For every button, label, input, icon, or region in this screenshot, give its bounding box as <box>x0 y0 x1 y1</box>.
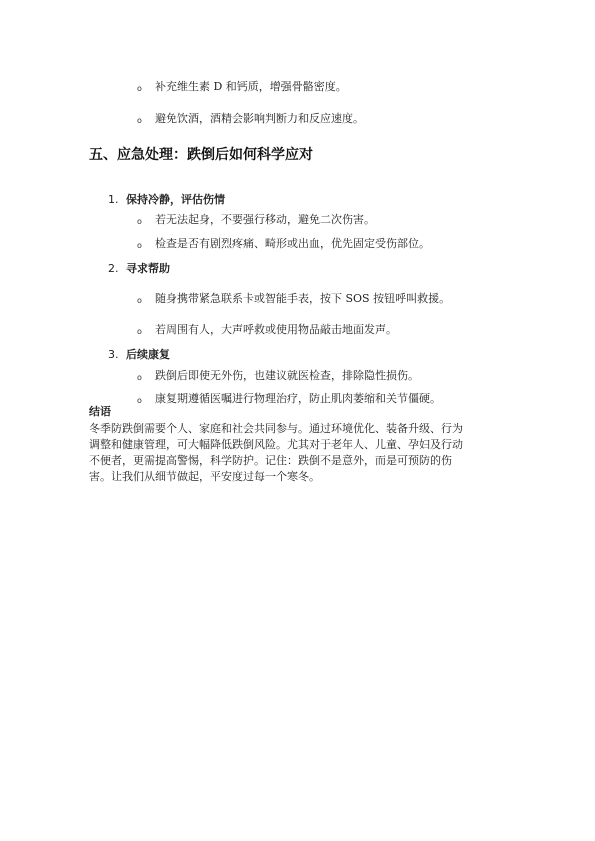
paragraph-line: 不便者，更需提高警惕，科学防护。记住：跌倒不是意外，而是可预防的伤 <box>89 454 452 467</box>
bullet-marker: o <box>137 116 142 125</box>
paragraph-line: 害。让我们从细节做起，平安度过每一个寒冬。 <box>89 470 320 483</box>
bullet-marker: o <box>137 327 142 336</box>
item-title: 寻求帮助 <box>126 262 170 275</box>
conclusion-paragraph <box>89 421 509 485</box>
list-item: 随身携带紧急联系卡或智能手表，按下 SOS 按钮呼叫救援。 <box>155 292 451 305</box>
bullet-marker: o <box>137 217 142 226</box>
item-title: 保持冷静，评估伤情 <box>126 193 225 206</box>
list-number: 2. <box>108 262 119 275</box>
item-title: 后续康复 <box>126 348 170 361</box>
bullet-marker: o <box>137 296 142 305</box>
bullet-marker: o <box>137 373 142 382</box>
paragraph-line: 调整和健康管理，可大幅降低跌倒风险。尤其对于老年人、儿童、孕妇及行动 <box>89 438 463 451</box>
conclusion-heading: 结语 <box>89 405 111 418</box>
list-item: 康复期遵循医嘱进行物理治疗，防止肌肉萎缩和关节僵硬。 <box>155 392 441 405</box>
bullet-marker: o <box>137 84 142 93</box>
list-number: 1. <box>108 193 119 206</box>
list-item: 若无法起身，不要强行移动，避免二次伤害。 <box>155 213 375 226</box>
list-item: 补充维生素 D 和钙质，增强骨骼密度。 <box>155 80 347 93</box>
bullet-marker: o <box>137 241 142 250</box>
bullet-marker: o <box>137 396 142 405</box>
section-heading: 五、应急处理：跌倒后如何科学应对 <box>89 147 313 163</box>
list-number: 3. <box>108 348 119 361</box>
list-item: 若周围有人，大声呼救或使用物品敲击地面发声。 <box>155 323 397 336</box>
list-item: 跌倒后即使无外伤，也建议就医检查，排除隐性损伤。 <box>155 369 419 382</box>
list-item: 检查是否有剧烈疼痛、畸形或出血，优先固定受伤部位。 <box>155 237 430 250</box>
paragraph-line: 冬季防跌倒需要个人、家庭和社会共同参与。通过环境优化、装备升级、行为 <box>89 422 463 435</box>
list-item: 避免饮酒，酒精会影响判断力和反应速度。 <box>155 112 364 125</box>
